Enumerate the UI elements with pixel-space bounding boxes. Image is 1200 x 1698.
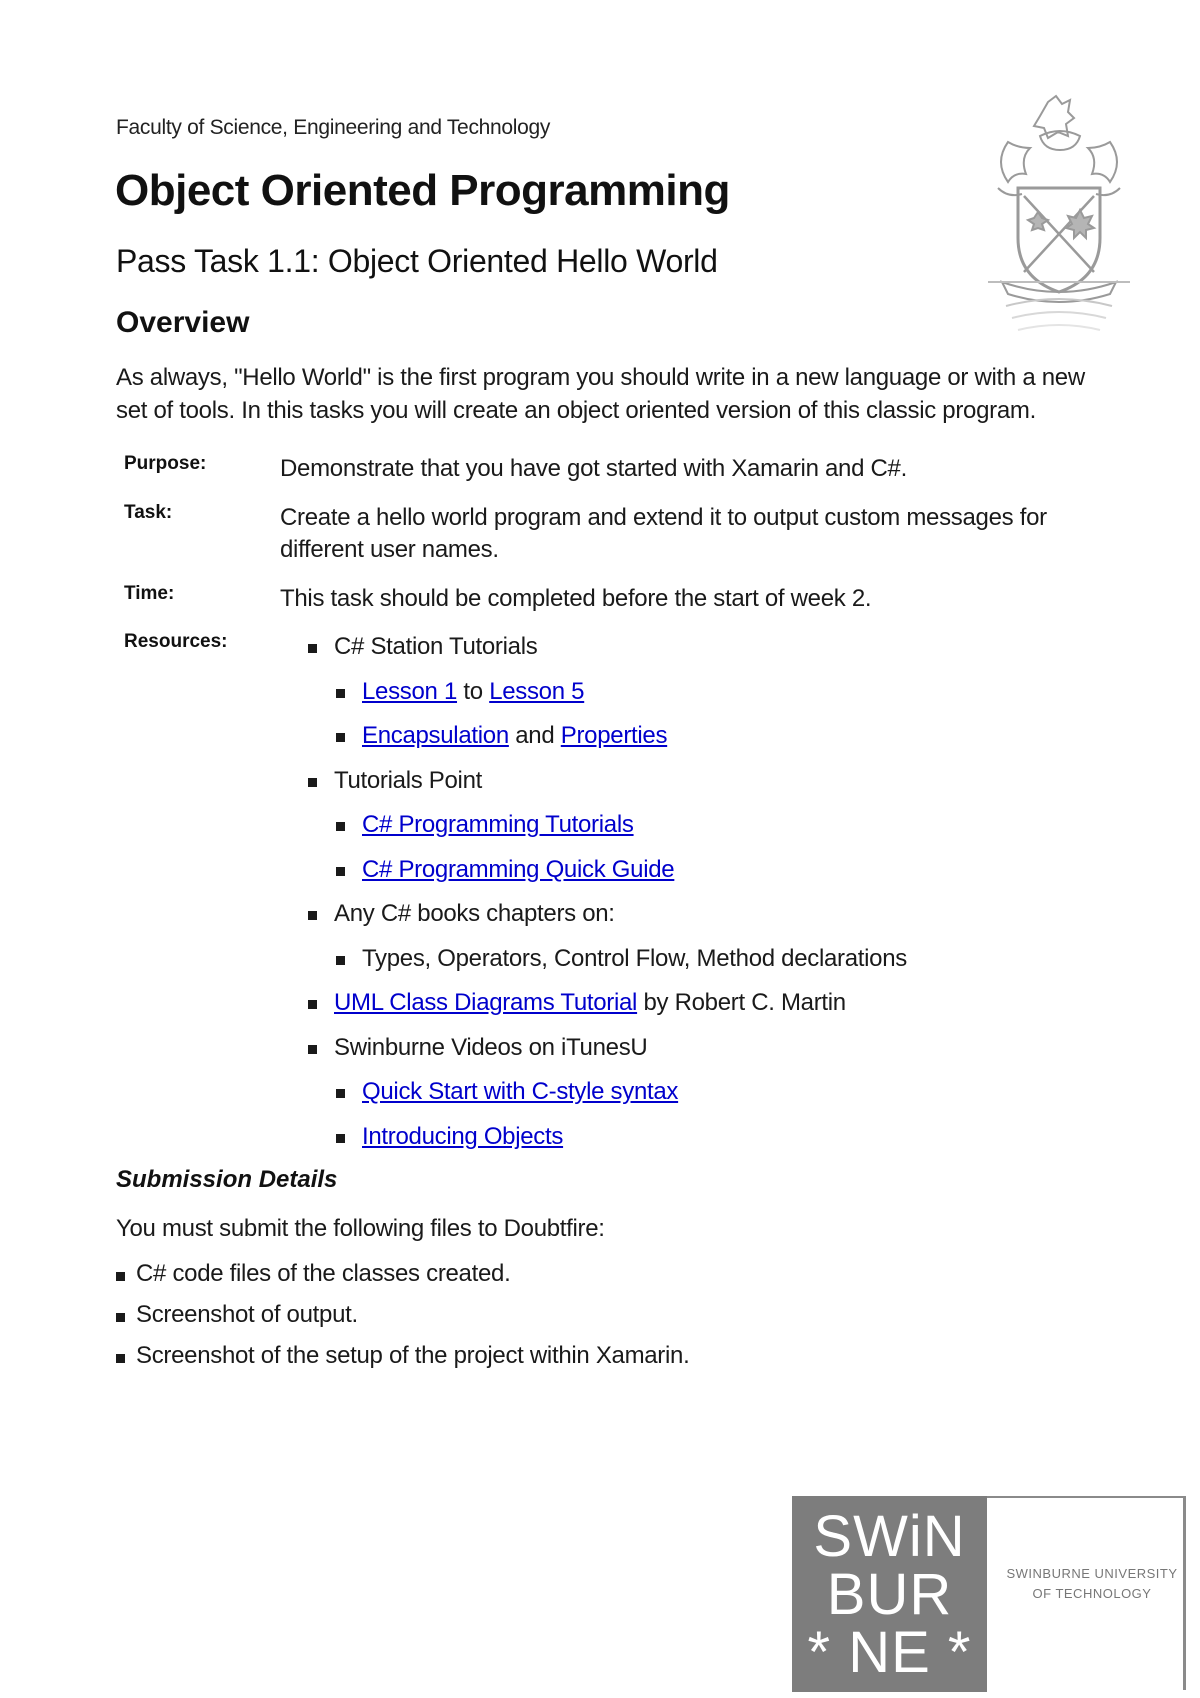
- connector-text: to: [463, 677, 483, 705]
- list-item: [124, 765, 1124, 810]
- uml-tutorial-link[interactable]: UML Class Diagrams Tutorial: [334, 989, 638, 1016]
- resource-text: Tutorials Point: [334, 766, 483, 794]
- purpose-row: [124, 453, 1124, 502]
- bullet-icon: [308, 1045, 317, 1054]
- task-title: Pass Task 1.1: Object Oriented Hello World: [116, 243, 718, 279]
- list-item: [124, 1032, 1124, 1077]
- overview-heading: Overview: [116, 306, 250, 339]
- encapsulation-link[interactable]: Encapsulation: [362, 722, 509, 749]
- resources-label: Resources:: [124, 631, 228, 652]
- logo-text-line-2: BUR: [826, 1562, 953, 1627]
- connector-text: and: [515, 722, 555, 749]
- list-item: [124, 943, 1124, 988]
- university-crest-icon: [988, 92, 1130, 352]
- task-value: Create a hello world program and extend it to output custom messages for different user names.: [280, 504, 1047, 563]
- submission-list: [116, 1258, 689, 1381]
- bullet-icon: [336, 1134, 345, 1143]
- bullet-icon: [308, 644, 317, 653]
- submission-item-text: Screenshot of output.: [136, 1301, 358, 1328]
- list-item: [124, 898, 1124, 943]
- bullet-icon: [308, 778, 317, 787]
- task-details: [124, 453, 1124, 1165]
- quick-start-link[interactable]: Quick Start with C-style syntax: [362, 1078, 679, 1105]
- logo-mark: [792, 1496, 987, 1692]
- list-item: [116, 1299, 689, 1340]
- resource-text: C# Station Tutorials: [334, 633, 538, 660]
- university-name-line-2: OF TECHNOLOGY: [1032, 1586, 1152, 1601]
- bullet-icon: [336, 956, 345, 965]
- purpose-value: Demonstrate that you have got started with Xamarin and C#.: [280, 455, 907, 482]
- faculty-name: Faculty of Science, Engineering and Technology: [116, 116, 551, 139]
- university-name: [1002, 1564, 1182, 1604]
- list-item: [124, 676, 1124, 721]
- logo-text-line-1: SWiN: [813, 1504, 966, 1569]
- time-row: [124, 583, 1124, 631]
- overview-paragraph: As always, "Hello World" is the first program you should write in a new language or with a new set of tools. In this tasks you will create an object oriented version of this classic program.: [116, 364, 1085, 424]
- list-item: [116, 1340, 689, 1381]
- purpose-label: Purpose:: [124, 453, 207, 474]
- bullet-icon: [336, 867, 345, 876]
- bullet-icon: [116, 1272, 125, 1281]
- author-text: by Robert C. Martin: [643, 989, 846, 1016]
- properties-link[interactable]: Properties: [560, 722, 668, 749]
- task-label: Task:: [124, 502, 173, 523]
- list-item: [124, 854, 1124, 899]
- time-value: This task should be completed before the start of week 2.: [280, 585, 872, 612]
- submission-item-text: C# code files of the classes created.: [136, 1260, 511, 1287]
- logo-text-line-3: * NE *: [807, 1620, 972, 1685]
- time-label: Time:: [124, 583, 175, 604]
- bullet-icon: [116, 1354, 125, 1363]
- list-item: [124, 809, 1124, 854]
- bullet-icon: [116, 1313, 125, 1322]
- cs-tutorials-link[interactable]: C# Programming Tutorials: [362, 811, 634, 838]
- resource-text: Swinburne Videos on iTunesU: [334, 1033, 648, 1061]
- resource-text: Types, Operators, Control Flow, Method declarations: [362, 944, 907, 972]
- submission-item-text: Screenshot of the setup of the project within Xamarin.: [136, 1342, 690, 1369]
- bullet-icon: [336, 1089, 345, 1098]
- bullet-icon: [308, 1000, 317, 1009]
- list-item: [124, 1121, 1124, 1166]
- course-title: Object Oriented Programming: [115, 166, 730, 215]
- list-item: [124, 987, 1124, 1032]
- list-item: [124, 720, 1124, 765]
- submission-intro: You must submit the following files to Doubtfire:: [116, 1215, 605, 1242]
- bullet-icon: [336, 822, 345, 831]
- resource-text: Any C# books chapters on:: [334, 900, 615, 927]
- bullet-icon: [336, 689, 345, 698]
- resources-list: [124, 631, 1124, 1165]
- task-row: [124, 502, 1124, 583]
- lesson-5-link[interactable]: Lesson 5: [489, 677, 585, 705]
- bullet-icon: [336, 733, 345, 742]
- swinburne-logo: [792, 1496, 1185, 1692]
- resources-row: [124, 631, 1124, 1165]
- submission-heading: Submission Details: [116, 1166, 338, 1193]
- cs-quick-guide-link[interactable]: C# Programming Quick Guide: [362, 855, 675, 883]
- list-item: [116, 1258, 689, 1299]
- introducing-objects-link[interactable]: Introducing Objects: [362, 1122, 564, 1150]
- university-name-line-1: SWINBURNE UNIVERSITY: [1006, 1566, 1178, 1581]
- bullet-icon: [308, 911, 317, 920]
- list-item: [124, 631, 1124, 676]
- list-item: [124, 1076, 1124, 1121]
- lesson-1-link[interactable]: Lesson 1: [362, 677, 458, 705]
